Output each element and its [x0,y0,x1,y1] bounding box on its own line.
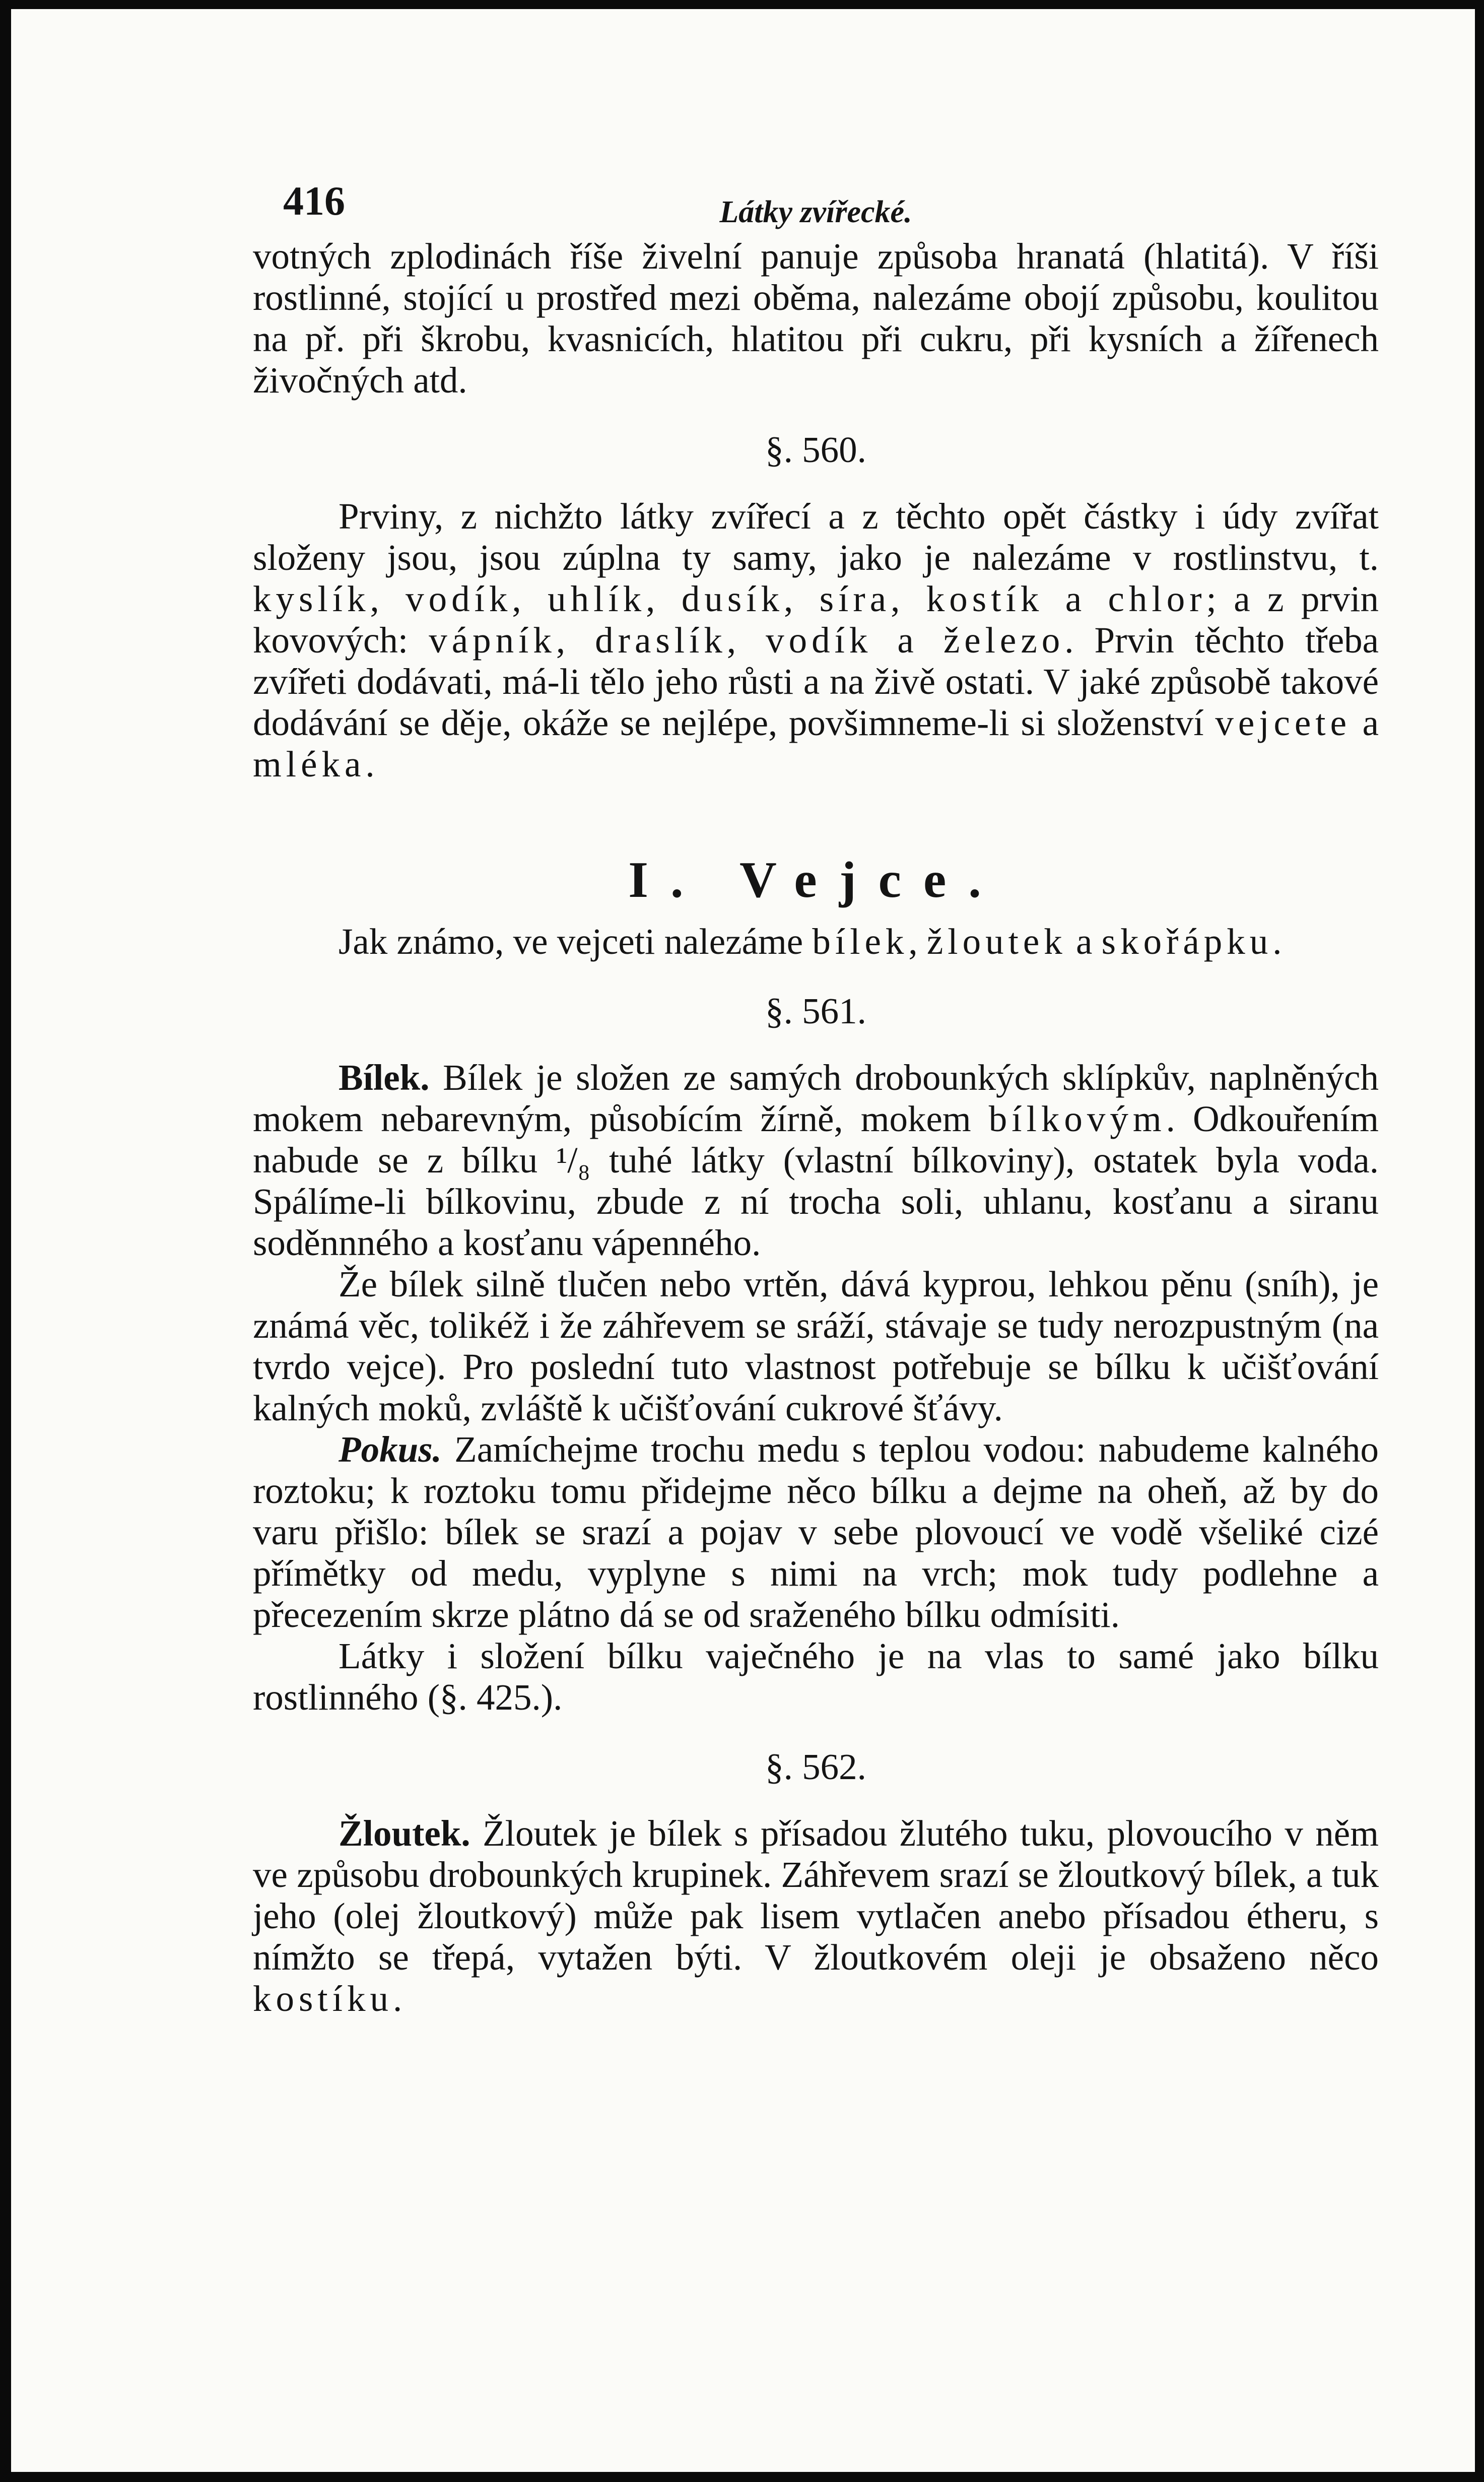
lead-term-pokus: Pokus. [339,1429,442,1470]
section-heading-562: §. 562. [765,1746,866,1787]
emphasis-white: bílek [812,921,909,962]
paragraph-pokus: Pokus. Zamíchejme trochu medu s teplou vodou: nabudeme kalného roztoku; k roztoku tomu přidejme něco bílku a dejme na oheň, až by do varu přišlo: bílek se srazí a pojav v sebe plovoucí ve vodě všeliké cizé přímětky od medu, vyplyne s nimi na vrch; mok tudy podlehne a přecezením skrze plátno dá se od sraženého bílku odmísiti. [253,1429,1379,1635]
paragraph-egg-intro: Jak známo, ve vejceti nalezáme bílek, žloutek a skořápku. [339,921,1282,962]
book-page [11,9,1475,2472]
emphasis-metals: vápník, draslík, vodík a železo [429,620,1065,661]
running-title: Látky zvířecké. [719,195,912,229]
page-number: 416 [283,178,345,224]
lead-term-zloutek: Žloutek. [339,1813,470,1854]
lead-term-bilek: Bílek. [339,1057,430,1098]
emphasis-egg: vejcete [1215,702,1351,743]
fraction: ¹/₈ [556,1140,590,1181]
section-heading-560: §. 560. [765,429,866,470]
emphasis-milk: mléka [253,744,366,785]
paragraph-latky: Látky i složení bílku vaječného je na vlas to samé jako bílku rostlinného (§. 425.). [253,1636,1379,1718]
emphasis-yolk: žloutek [926,921,1067,962]
paragraph-elements: Prviny, z nichžto látky zvířecí a z těchto opět částky i údy zvířat složeny jsou, jsou zúplna ty samy, jako je nalezáme v rostlinstvu, t. kyslík, vodík, uhlík, dusík, síra, kostík a chlor; a z prvin kovových: vápník, draslík, vodík a železo. Prvin těchto třeba zvířeti dodávati, má-li tělo jeho růsti a na živě ostati. V jaké způsobě takové dodávání se děje, okáže se nejlépe, povšimneme-li si složenství vejcete a mléka. [253,496,1379,785]
emphasis-elements: kyslík, vodík, uhlík, dusík, síra, kostík a chlor [253,578,1206,619]
paragraph-continuation: votných zplodinách říše živelní panuje způsoba hranatá (hlatitá). V říši rostlinné, stojící u prostřed mezi oběma, nalezáme obojí způsobu, koulitou na př. při škrobu, kvasnicích, hlatitou při cukru, při kysních a žířenech živočných atd. [253,236,1379,401]
section-heading-561: §. 561. [765,991,866,1031]
paragraph-snih: Že bílek silně tlučen nebo vrtěn, dává kyprou, lehkou pěnu (sníh), je známá věc, tolikéž i že záhřevem se sráží, stávaje se tudy nerozpustným (na tvrdo vejce). Pro poslední tuto vlastnost potřebuje se bílku k učišťování kalných moků, zvláště k učišťování cukrové šťávy. [253,1264,1379,1428]
chapter-heading: I. Vejce. [628,852,1003,908]
emphasis-kostiku: kostíku [253,1978,393,2019]
emphasis-shell: skořápku [1101,921,1273,962]
emphasis-bilkovym: bílkovým [988,1098,1166,1139]
paragraph-zloutek: Žloutek. Žloutek je bílek s přísadou žlutého tuku, plovoucího v něm ve způsobu drobounkých krupinek. Záhřevem srazí se žloutkový bílek, a tuk jeho (olej žloutkový) může pak lisem vytlačen anebo přísadou étheru, s nímžto se třepá, vytažen býti. V žloutkovém oleji je obsaženo něco kostíku. [253,1813,1379,2019]
page-header [253,180,1379,236]
page-text [253,180,1379,2019]
paragraph-bilek: Bílek. Bílek je složen ze samých drobounkých sklípkův, naplněných mokem nebarevným, působícím žírně, mokem bílkovým. Odkouřením nabude se z bílku ¹/₈ tuhé látky (vlastní bílkoviny), ostatek byla voda. Spálíme-li bílkovinu, zbude z ní trocha soli, uhlanu, kosťanu a siranu soděnnného a kosťanu vápenného. [253,1057,1379,1263]
